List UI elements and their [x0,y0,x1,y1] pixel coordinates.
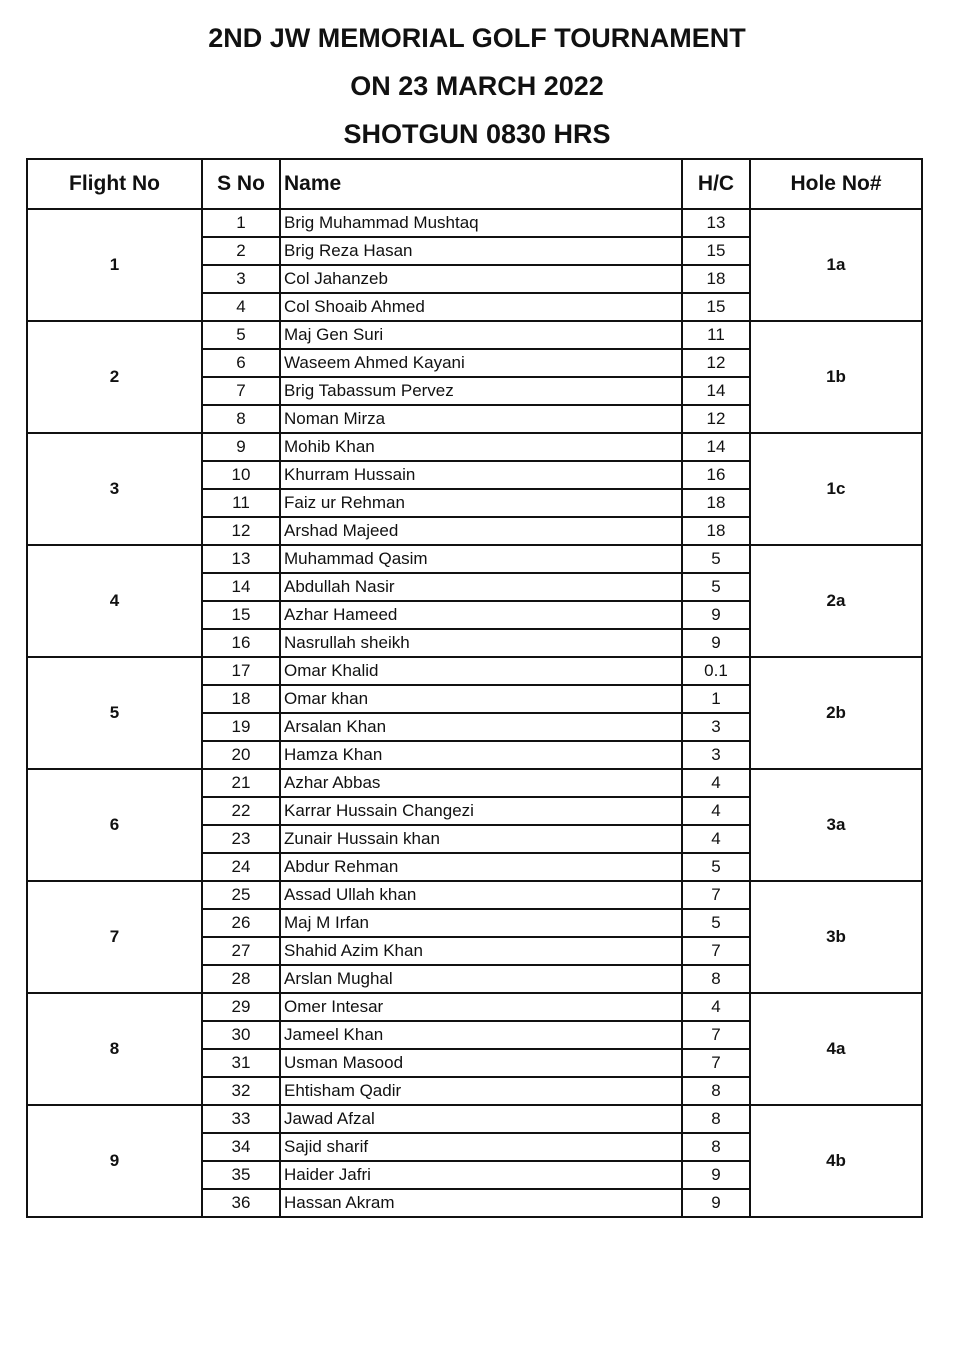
table-row [27,1105,922,1133]
serial-number-cell: 16 [202,629,280,657]
title-line-2: ON 23 MARCH 2022 [350,71,604,101]
table-row [27,209,922,237]
handicap-cell: 11 [682,321,750,349]
flight-number-cell: 4 [27,545,202,657]
handicap-cell: 16 [682,461,750,489]
serial-number-cell: 33 [202,1105,280,1133]
document-header [0,14,954,158]
serial-number-cell: 20 [202,741,280,769]
table-row [27,321,922,349]
flight-number-cell: 5 [27,657,202,769]
serial-number-cell: 3 [202,265,280,293]
serial-number-cell: 13 [202,545,280,573]
flight-number-cell: 8 [27,993,202,1105]
serial-number-cell: 24 [202,853,280,881]
player-name-cell: Azhar Abbas [280,769,682,797]
player-name-cell: Omer Intesar [280,993,682,1021]
player-name-cell: Faiz ur Rehman [280,489,682,517]
serial-number-cell: 25 [202,881,280,909]
handicap-cell: 9 [682,601,750,629]
title-line-3: SHOTGUN 0830 HRS [343,119,611,149]
handicap-cell: 15 [682,237,750,265]
player-name-cell: Maj M Irfan [280,909,682,937]
serial-number-cell: 29 [202,993,280,1021]
hole-number-cell: 3b [750,881,922,993]
hole-number-cell: 1c [750,433,922,545]
handicap-cell: 3 [682,713,750,741]
column-header-flight: Flight No [27,159,202,209]
player-name-cell: Brig Reza Hasan [280,237,682,265]
serial-number-cell: 28 [202,965,280,993]
player-name-cell: Waseem Ahmed Kayani [280,349,682,377]
serial-number-cell: 19 [202,713,280,741]
hole-number-cell: 2a [750,545,922,657]
handicap-cell: 0.1 [682,657,750,685]
column-header-hc: H/C [682,159,750,209]
handicap-cell: 7 [682,881,750,909]
flight-number-cell: 9 [27,1105,202,1217]
player-name-cell: Sajid sharif [280,1133,682,1161]
player-name-cell: Azhar Hameed [280,601,682,629]
player-name-cell: Omar Khalid [280,657,682,685]
hole-number-cell: 4a [750,993,922,1105]
player-name-cell: Hassan Akram [280,1189,682,1217]
handicap-cell: 7 [682,937,750,965]
flight-number-cell: 1 [27,209,202,321]
handicap-cell: 12 [682,405,750,433]
player-name-cell: Nasrullah sheikh [280,629,682,657]
handicap-cell: 7 [682,1049,750,1077]
serial-number-cell: 22 [202,797,280,825]
player-name-cell: Usman Masood [280,1049,682,1077]
serial-number-cell: 2 [202,237,280,265]
table-header-row [27,159,922,209]
handicap-cell: 4 [682,769,750,797]
player-name-cell: Arslan Mughal [280,965,682,993]
table-row [27,769,922,797]
serial-number-cell: 34 [202,1133,280,1161]
serial-number-cell: 9 [202,433,280,461]
hole-number-cell: 3a [750,769,922,881]
handicap-cell: 4 [682,993,750,1021]
player-name-cell: Hamza Khan [280,741,682,769]
handicap-cell: 7 [682,1021,750,1049]
flight-number-cell: 6 [27,769,202,881]
handicap-cell: 8 [682,965,750,993]
serial-number-cell: 15 [202,601,280,629]
handicap-cell: 12 [682,349,750,377]
pairings-table [26,158,923,1218]
player-name-cell: Arshad Majeed [280,517,682,545]
handicap-cell: 4 [682,797,750,825]
hole-number-cell: 2b [750,657,922,769]
player-name-cell: Col Shoaib Ahmed [280,293,682,321]
player-name-cell: Arsalan Khan [280,713,682,741]
player-name-cell: Mohib Khan [280,433,682,461]
handicap-cell: 8 [682,1133,750,1161]
player-name-cell: Haider Jafri [280,1161,682,1189]
handicap-cell: 8 [682,1105,750,1133]
handicap-cell: 9 [682,629,750,657]
serial-number-cell: 7 [202,377,280,405]
player-name-cell: Ehtisham Qadir [280,1077,682,1105]
serial-number-cell: 5 [202,321,280,349]
player-name-cell: Jawad Afzal [280,1105,682,1133]
column-header-hole: Hole No# [750,159,922,209]
serial-number-cell: 14 [202,573,280,601]
serial-number-cell: 23 [202,825,280,853]
player-name-cell: Brig Tabassum Pervez [280,377,682,405]
table-body [27,209,922,1217]
hole-number-cell: 1a [750,209,922,321]
player-name-cell: Col Jahanzeb [280,265,682,293]
serial-number-cell: 1 [202,209,280,237]
serial-number-cell: 11 [202,489,280,517]
serial-number-cell: 32 [202,1077,280,1105]
handicap-cell: 9 [682,1161,750,1189]
handicap-cell: 3 [682,741,750,769]
player-name-cell: Maj Gen Suri [280,321,682,349]
handicap-cell: 5 [682,573,750,601]
handicap-cell: 15 [682,293,750,321]
player-name-cell: Khurram Hussain [280,461,682,489]
hole-number-cell: 1b [750,321,922,433]
serial-number-cell: 21 [202,769,280,797]
player-name-cell: Jameel Khan [280,1021,682,1049]
serial-number-cell: 31 [202,1049,280,1077]
handicap-cell: 8 [682,1077,750,1105]
player-name-cell: Noman Mirza [280,405,682,433]
player-name-cell: Abdullah Nasir [280,573,682,601]
player-name-cell: Zunair Hussain khan [280,825,682,853]
serial-number-cell: 26 [202,909,280,937]
serial-number-cell: 35 [202,1161,280,1189]
player-name-cell: Abdur Rehman [280,853,682,881]
table-row [27,993,922,1021]
handicap-cell: 18 [682,517,750,545]
serial-number-cell: 30 [202,1021,280,1049]
handicap-cell: 13 [682,209,750,237]
handicap-cell: 5 [682,909,750,937]
table-row [27,881,922,909]
handicap-cell: 14 [682,433,750,461]
table-row [27,545,922,573]
table-row [27,433,922,461]
serial-number-cell: 27 [202,937,280,965]
player-name-cell: Brig Muhammad Mushtaq [280,209,682,237]
serial-number-cell: 10 [202,461,280,489]
column-header-name: Name [280,159,682,209]
handicap-cell: 5 [682,853,750,881]
handicap-cell: 1 [682,685,750,713]
handicap-cell: 5 [682,545,750,573]
handicap-cell: 14 [682,377,750,405]
handicap-cell: 9 [682,1189,750,1217]
serial-number-cell: 8 [202,405,280,433]
player-name-cell: Shahid Azim Khan [280,937,682,965]
flight-number-cell: 7 [27,881,202,993]
serial-number-cell: 18 [202,685,280,713]
serial-number-cell: 6 [202,349,280,377]
flight-number-cell: 2 [27,321,202,433]
serial-number-cell: 4 [202,293,280,321]
serial-number-cell: 12 [202,517,280,545]
serial-number-cell: 17 [202,657,280,685]
serial-number-cell: 36 [202,1189,280,1217]
player-name-cell: Assad Ullah khan [280,881,682,909]
handicap-cell: 18 [682,489,750,517]
player-name-cell: Muhammad Qasim [280,545,682,573]
player-name-cell: Omar khan [280,685,682,713]
handicap-cell: 18 [682,265,750,293]
player-name-cell: Karrar Hussain Changezi [280,797,682,825]
title-line-1: 2ND JW MEMORIAL GOLF TOURNAMENT [208,23,746,53]
column-header-sno: S No [202,159,280,209]
handicap-cell: 4 [682,825,750,853]
hole-number-cell: 4b [750,1105,922,1217]
table-row [27,657,922,685]
flight-number-cell: 3 [27,433,202,545]
